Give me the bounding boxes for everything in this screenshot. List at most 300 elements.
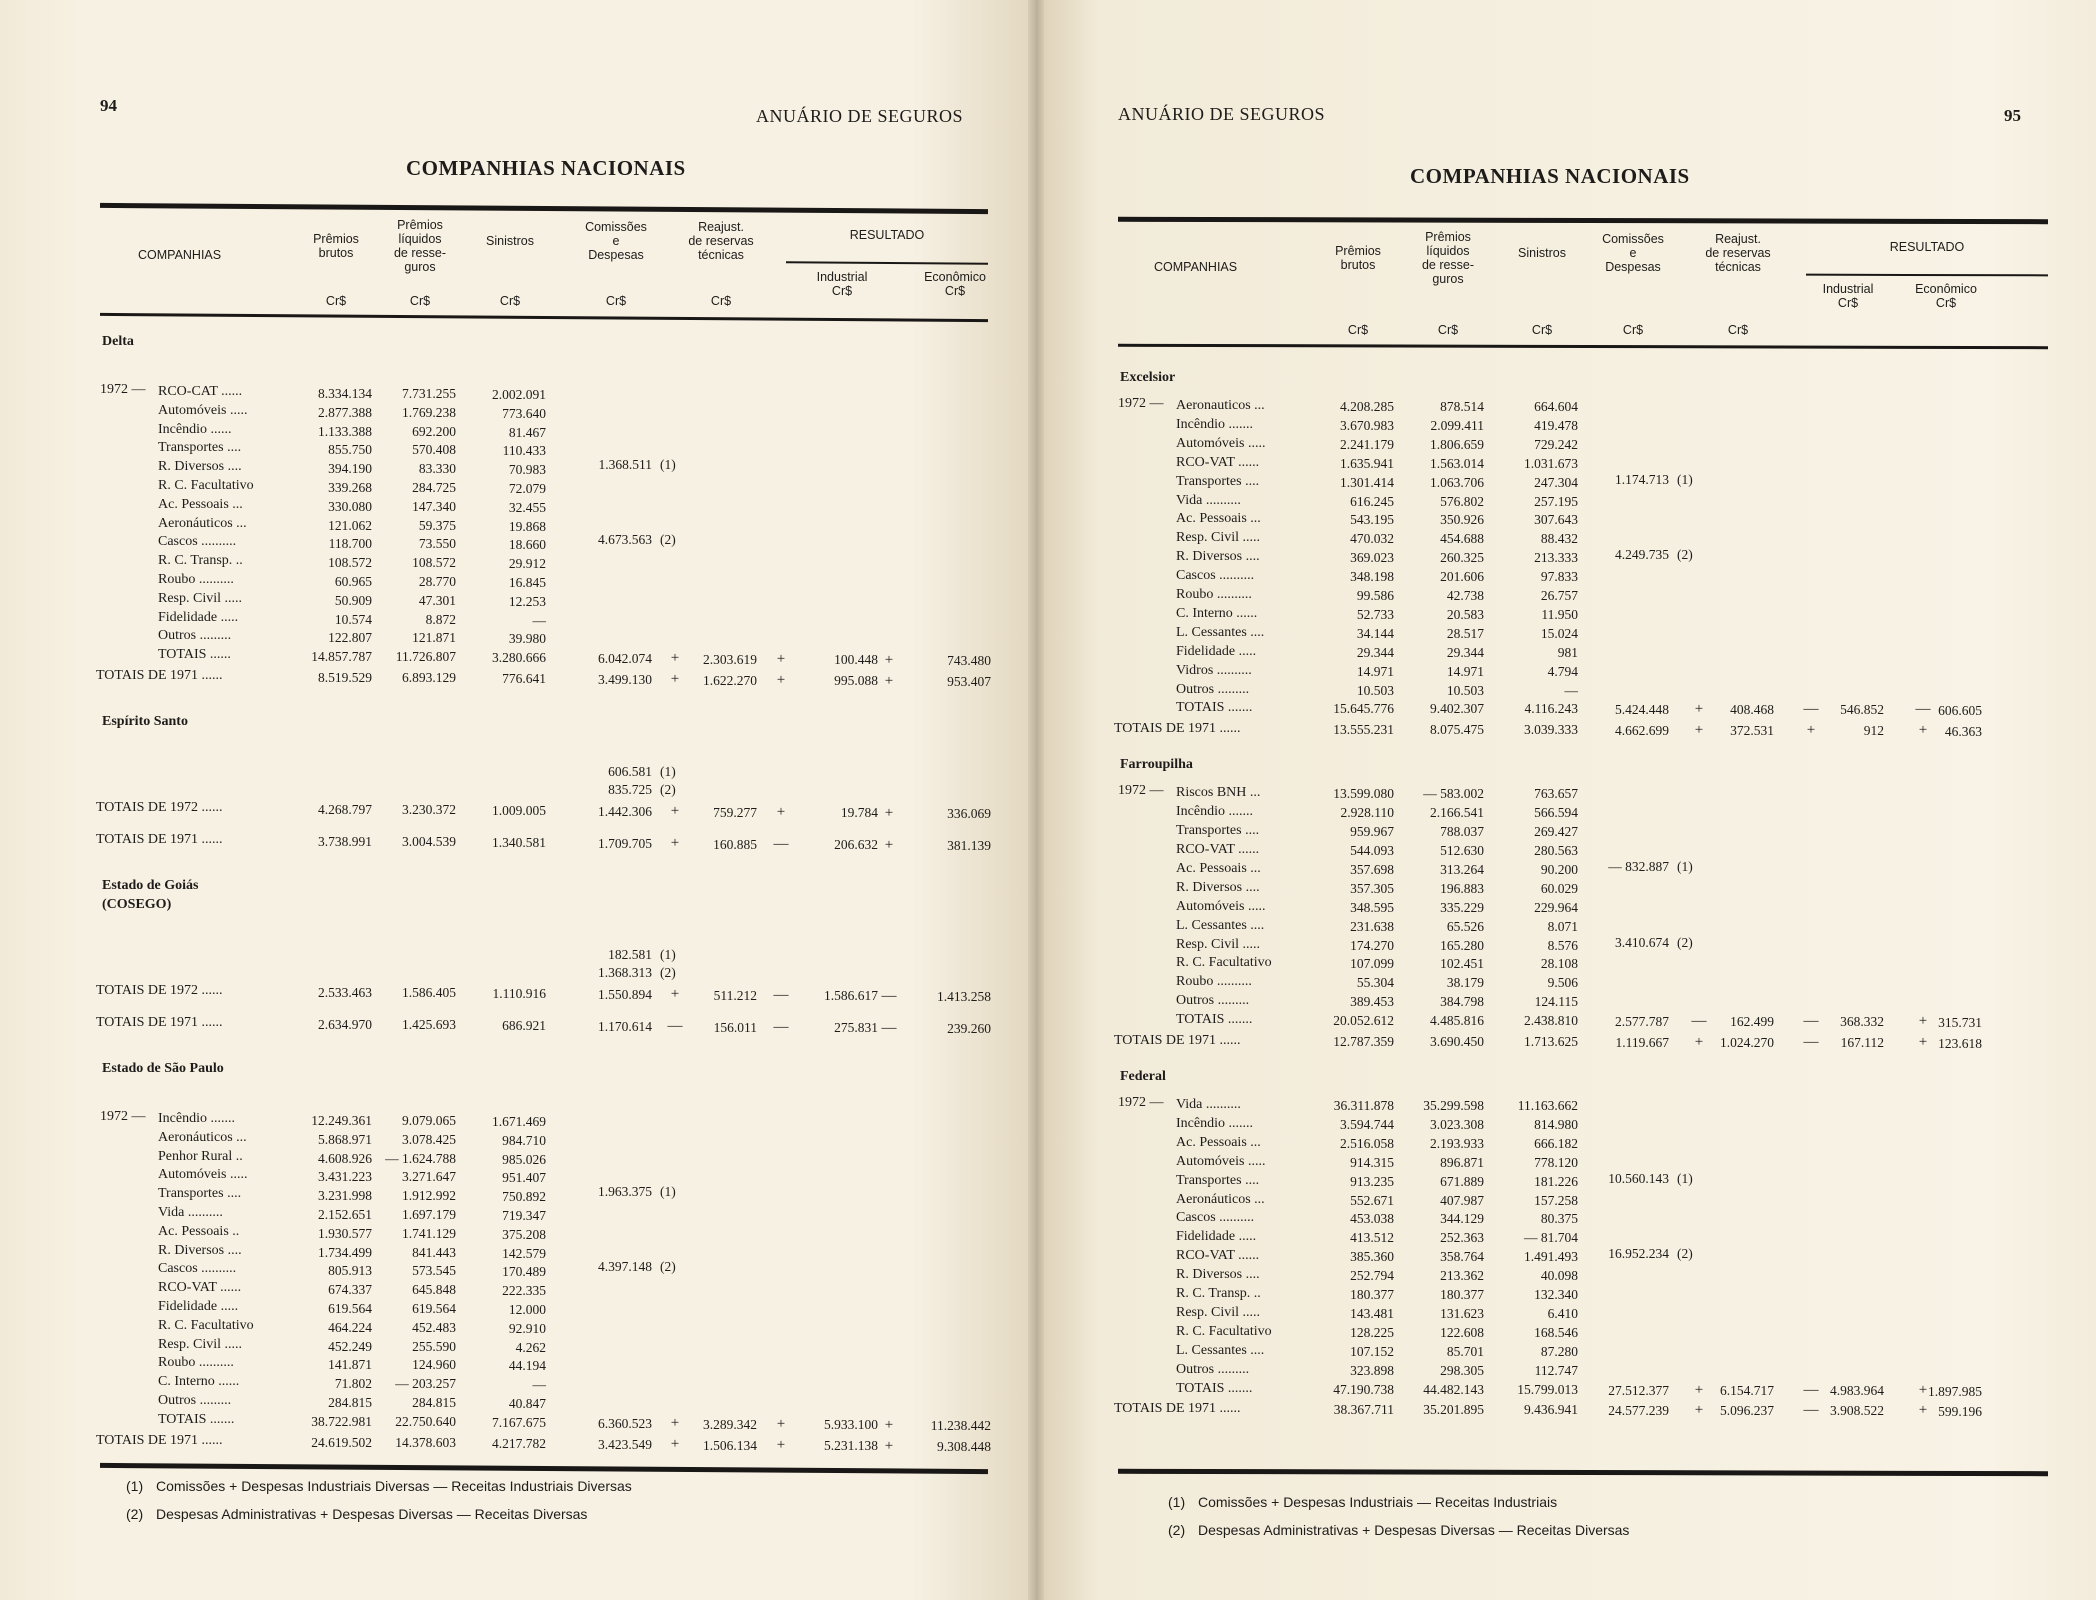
- cell-sign: +: [776, 651, 786, 668]
- cell-sinistros: 124.115: [1534, 994, 1578, 1010]
- cell-sign: +: [1694, 1402, 1704, 1419]
- cell-sign: +: [1694, 1034, 1704, 1050]
- note-value: 10.560.143: [1608, 1170, 1669, 1186]
- line-of-business: Transportes ....: [158, 1186, 242, 1202]
- cell-resultado-industrial: 1.586.617: [824, 988, 878, 1003]
- cell-premios-brutos: 36.311.878: [1333, 1098, 1394, 1113]
- cell-premios-liquidos: 14.971: [1446, 663, 1484, 679]
- cell-sign: —: [773, 987, 789, 1003]
- cell-sinistros: 70.983: [508, 462, 546, 478]
- cell-sign: —: [881, 988, 897, 1004]
- cell-resultado-economico: 11.238.442: [930, 1417, 991, 1433]
- page-number: 94: [100, 96, 117, 115]
- page-number: 95: [2004, 106, 2021, 125]
- cell-premios-brutos: 34.144: [1356, 625, 1394, 641]
- cell-premios-brutos: 453.038: [1350, 1211, 1394, 1227]
- cell-premios-brutos: 10.574: [334, 611, 372, 627]
- cell-sinistros: 213.333: [1534, 550, 1578, 566]
- cell-reajust: 3.289.342: [703, 1416, 757, 1432]
- totais-1971-label: TOTAIS DE 1971 ......: [1114, 1401, 1241, 1417]
- cell-resultado-economico: 743.480: [947, 653, 991, 669]
- cell-resultado-industrial: 368.332: [1840, 1014, 1884, 1030]
- cell-premios-brutos: 389.453: [1350, 994, 1394, 1010]
- resultado-rule: [1806, 274, 2048, 277]
- cell-premios-brutos: 357.698: [1350, 861, 1394, 877]
- line-of-business: Aeronáuticos ...: [1176, 1191, 1265, 1207]
- company-name-sub: (COSEGO): [102, 897, 172, 912]
- currency-industrial: Cr$: [1837, 296, 1859, 310]
- header-top-rule: [1118, 217, 2048, 224]
- cell-comissoes: 1.170.614: [598, 1019, 652, 1034]
- footnote-text: Comissões + Despesas Industriais — Receitas Industriais: [1198, 1494, 1558, 1510]
- cell-sinistros: 44.194: [508, 1358, 546, 1374]
- note-value: 1.368.313: [598, 965, 652, 980]
- cell-sinistros: 229.964: [1534, 899, 1578, 915]
- cell-premios-brutos: 2.152.651: [318, 1207, 372, 1222]
- cell-premios-brutos: 141.871: [328, 1357, 372, 1373]
- running-head: ANUÁRIO DE SEGUROS: [756, 106, 964, 126]
- cell-premios-brutos: 1.635.941: [1340, 455, 1394, 471]
- cell-sign: +: [884, 1437, 894, 1454]
- totais-label: TOTAIS .......: [1176, 1012, 1253, 1028]
- cell-premios-brutos: 464.224: [328, 1319, 372, 1335]
- note-value: 1.963.375: [598, 1184, 652, 1200]
- note-value: 1.368.511: [598, 457, 652, 473]
- line-of-business: Resp. Civil .....: [158, 1336, 243, 1352]
- column-header-premios-liquidos: Prêmios líquidos de resse- guros: [393, 218, 447, 274]
- cell-premios-liquidos: 4.485.816: [1430, 1013, 1484, 1029]
- line-of-business: C. Interno ......: [1176, 605, 1258, 621]
- footer-rule: [100, 1463, 988, 1474]
- cell-sinistros: 664.604: [1534, 399, 1578, 414]
- cell-sinistros: 257.195: [1534, 493, 1578, 509]
- cell-comissoes: 5.424.448: [1615, 702, 1669, 718]
- cell-premios-liquidos: 284.815: [412, 1395, 456, 1410]
- note-value: 16.952.234: [1608, 1246, 1669, 1262]
- cell-sinistros: 776.641: [502, 671, 546, 686]
- cell-sign: +: [884, 837, 894, 853]
- cell-sinistros: 8.071: [1547, 918, 1578, 934]
- cell-sinistros: 181.226: [1534, 1173, 1578, 1189]
- header-bottom-rule: [1118, 344, 2048, 349]
- cell-sinistros: 60.029: [1540, 880, 1578, 896]
- column-header-companhias: COMPANHIAS: [138, 248, 222, 262]
- section-title: COMPANHIAS NACIONAIS: [406, 156, 686, 180]
- cell-sinistros: 763.657: [1534, 786, 1578, 802]
- cell-resultado-economico: 315.731: [1938, 1015, 1982, 1031]
- cell-premios-brutos: 3.231.998: [318, 1188, 372, 1204]
- line-of-business: RCO-CAT ......: [158, 384, 243, 399]
- year-label: 1972 —: [100, 382, 146, 397]
- cell-sinistros: —: [532, 1377, 546, 1393]
- cell-sinistros: 112.747: [1534, 1362, 1578, 1378]
- cell-sinistros: 750.892: [502, 1189, 546, 1205]
- cell-sinistros: 97.833: [1540, 569, 1578, 585]
- line-of-business: R. Diversos ....: [1176, 879, 1260, 895]
- cell-sinistros: 7.167.675: [492, 1414, 546, 1430]
- note-ref: (2): [1677, 547, 1693, 563]
- totais-1971-label: TOTAIS DE 1971 ......: [1114, 1033, 1241, 1048]
- cell-premios-liquidos: 344.129: [1440, 1211, 1484, 1227]
- cell-premios-brutos: 348.595: [1350, 899, 1394, 915]
- cell-premios-liquidos: 47.301: [418, 592, 456, 608]
- cell-premios-liquidos: 108.572: [412, 555, 456, 571]
- note-value: — 832.887: [1608, 858, 1669, 874]
- cell-sinistros: 12.000: [508, 1302, 546, 1317]
- cell-sign: —: [1915, 701, 1931, 718]
- cell-sinistros: 729.242: [1534, 436, 1578, 452]
- cell-sinistros: 40.847: [508, 1396, 546, 1411]
- cell-premios-brutos: 121.062: [328, 517, 372, 533]
- cell-premios-brutos: 4.208.285: [1340, 399, 1394, 414]
- cell-resultado-industrial: 167.112: [1840, 1035, 1884, 1050]
- line-of-business: L. Cessantes ....: [1176, 624, 1265, 640]
- cell-comissoes: 27.512.377: [1608, 1382, 1669, 1398]
- cell-premios-brutos: 108.572: [328, 555, 372, 571]
- cell-sinistros: 80.375: [1540, 1211, 1578, 1227]
- line-of-business: Riscos BNH ...: [1176, 785, 1261, 801]
- cell-resultado-industrial: 912: [1863, 723, 1884, 739]
- cell-resultado-industrial: 19.784: [840, 805, 878, 820]
- cell-sign: —: [1803, 701, 1819, 718]
- line-of-business: Outros .........: [158, 1393, 232, 1408]
- book-gutter: [1028, 0, 1044, 1600]
- cell-premios-liquidos: 788.037: [1440, 824, 1484, 840]
- currency-premios-brutos: Cr$: [1347, 323, 1369, 337]
- footnote-text: Comissões + Despesas Industriais Diversas — Receitas Industriais Diversas: [156, 1478, 632, 1494]
- cell-sinistros: 773.640: [502, 405, 546, 421]
- cell-premios-brutos: 470.032: [1350, 531, 1394, 547]
- cell-premios-brutos: 1.301.414: [1340, 474, 1394, 490]
- cell-sign: +: [776, 672, 786, 688]
- cell-premios-brutos: 339.268: [328, 480, 372, 495]
- cell-sinistros: 157.258: [1534, 1192, 1578, 1208]
- cell-premios-liquidos: 260.325: [1440, 550, 1484, 566]
- cell-premios-brutos: 452.249: [328, 1338, 372, 1354]
- cell-sinistros: 92.910: [508, 1320, 546, 1336]
- cell-premios-brutos: 1.133.388: [318, 423, 372, 439]
- cell-premios-brutos: 8.334.134: [318, 386, 372, 401]
- note-ref: (2): [1677, 1246, 1693, 1262]
- currency-sinistros: Cr$: [499, 294, 521, 308]
- line-of-business: Outros .........: [1176, 1361, 1250, 1377]
- cell-premios-brutos: 118.700: [328, 536, 372, 552]
- cell-sinistros: 3.280.666: [492, 650, 546, 666]
- cell-sinistros: —: [532, 612, 546, 628]
- currency-premios-brutos: Cr$: [325, 294, 347, 308]
- cell-sinistros: 1.671.469: [492, 1114, 546, 1129]
- line-of-business: RCO-VAT ......: [1176, 1248, 1260, 1264]
- line-of-business: R. C. Facultativo: [1176, 1323, 1272, 1339]
- footnote-text: Despesas Administrativas + Despesas Diversas — Receitas Diversas: [156, 1506, 588, 1522]
- line-of-business: Ac. Pessoais ...: [1176, 511, 1261, 527]
- cell-sinistros: 26.757: [1540, 588, 1578, 603]
- cell-sinistros: 4.794: [1547, 663, 1578, 679]
- company-name: Espírito Santo: [102, 714, 188, 729]
- cell-sinistros: 88.432: [1540, 531, 1578, 547]
- cell-reajust: 156.011: [713, 1020, 757, 1035]
- cell-sign: +: [670, 671, 680, 687]
- note-ref: (2): [660, 782, 676, 797]
- note-ref: (2): [660, 532, 676, 548]
- cell-resultado-economico: 336.069: [947, 806, 991, 821]
- cell-sign: +: [1806, 722, 1816, 739]
- cell-premios-liquidos: 20.583: [1446, 606, 1484, 622]
- line-of-business: Cascos ..........: [1176, 1210, 1255, 1226]
- cell-premios-brutos: 128.225: [1350, 1324, 1394, 1340]
- cell-sign: +: [1694, 701, 1704, 718]
- footnote-ref: (2): [126, 1506, 144, 1522]
- line-of-business: Resp. Civil .....: [1176, 530, 1261, 546]
- cell-comissoes: 24.577.239: [1608, 1403, 1669, 1419]
- cell-sinistros: 142.579: [502, 1245, 546, 1261]
- column-header-premios-brutos: Prêmios brutos: [313, 232, 359, 260]
- cell-comissoes: 4.662.699: [1615, 723, 1669, 739]
- cell-premios-brutos: 14.971: [1356, 663, 1394, 679]
- cell-sign: +: [670, 835, 680, 851]
- cell-premios-liquidos: 298.305: [1440, 1362, 1484, 1378]
- totais-1971-label: TOTAIS DE 1971 ......: [96, 832, 223, 847]
- line-of-business: Cascos ..........: [158, 534, 237, 550]
- cell-sign: +: [884, 1416, 894, 1433]
- line-of-business: Vidros ..........: [1176, 662, 1252, 678]
- line-of-business: Automóveis .....: [158, 402, 248, 418]
- cell-sinistros: 28.108: [1540, 956, 1578, 972]
- year-label: 1972 —: [1118, 396, 1164, 411]
- note-ref: (1): [660, 947, 676, 962]
- cell-premios-liquidos: 645.848: [412, 1282, 456, 1298]
- cell-premios-liquidos: 3.004.539: [402, 834, 456, 849]
- currency-premios-liquidos: Cr$: [409, 294, 431, 308]
- running-head: ANUÁRIO DE SEGUROS: [1118, 104, 1326, 124]
- cell-premios-liquidos: 2.166.541: [1430, 805, 1484, 821]
- cell-comissoes: 6.042.074: [598, 651, 652, 667]
- cell-sign: —: [1803, 1013, 1819, 1030]
- cell-sinistros: 984.710: [502, 1132, 546, 1148]
- line-of-business: Ac. Pessoais ...: [1176, 1134, 1261, 1150]
- cell-sinistros: 1.009.005: [492, 803, 546, 818]
- line-of-business: Vida ..........: [1176, 492, 1241, 508]
- cell-premios-liquidos: 619.564: [412, 1301, 456, 1316]
- cell-premios-brutos: 543.195: [1350, 512, 1394, 528]
- cell-resultado-industrial: 3.908.522: [1830, 1403, 1884, 1419]
- cell-premios-brutos: 38.367.711: [1333, 1402, 1394, 1418]
- currency-reajust: Cr$: [1727, 323, 1749, 337]
- cell-premios-brutos: 4.608.926: [318, 1150, 372, 1166]
- cell-sinistros: 87.280: [1540, 1343, 1578, 1359]
- cell-premios-brutos: 284.815: [328, 1395, 372, 1410]
- cell-sign: —: [1803, 1034, 1819, 1050]
- cell-premios-liquidos: 165.280: [1440, 937, 1484, 953]
- line-of-business: Penhor Rural ..: [158, 1148, 243, 1164]
- cell-premios-liquidos: — 1.624.788: [385, 1150, 456, 1166]
- cell-premios-liquidos: 11.726.807: [395, 649, 456, 665]
- cell-sinistros: 39.980: [508, 631, 546, 647]
- cell-premios-liquidos: 384.798: [1440, 994, 1484, 1010]
- cell-sinistros: 40.098: [1540, 1268, 1578, 1284]
- cell-sinistros: 247.304: [1534, 474, 1578, 490]
- cell-sign: +: [884, 673, 894, 689]
- company-name: Excelsior: [1120, 370, 1176, 385]
- cell-premios-brutos: 855.750: [328, 442, 372, 458]
- cell-premios-liquidos: 671.889: [1440, 1173, 1484, 1189]
- cell-premios-brutos: 71.802: [334, 1376, 372, 1392]
- cell-premios-brutos: 357.305: [1350, 880, 1394, 896]
- line-of-business: L. Cessantes ....: [1176, 1342, 1265, 1358]
- line-of-business: Fidelidade .....: [1176, 1229, 1257, 1245]
- line-of-business: Roubo ..........: [158, 572, 234, 587]
- cell-premios-liquidos: 3.023.308: [1430, 1116, 1484, 1132]
- cell-premios-liquidos: 124.960: [412, 1357, 456, 1373]
- cell-premios-brutos: 913.235: [1350, 1173, 1394, 1189]
- header-top-rule: [100, 203, 988, 214]
- cell-sinistros: 29.912: [508, 556, 546, 572]
- cell-premios-liquidos: 22.750.640: [395, 1413, 456, 1429]
- cell-resultado-industrial: 100.448: [834, 652, 878, 668]
- cell-premios-liquidos: 1.563.014: [1430, 455, 1484, 471]
- line-of-business: Incêndio .......: [158, 1111, 235, 1126]
- cell-sinistros: 9.436.941: [1524, 1402, 1578, 1418]
- cell-resultado-economico: 9.308.448: [937, 1438, 991, 1454]
- cell-premios-brutos: 13.599.080: [1333, 786, 1394, 802]
- cell-reajust: 160.885: [713, 837, 757, 852]
- line-of-business: R. C. Facultativo: [158, 1317, 254, 1333]
- cell-comissoes: 1.709.705: [598, 836, 652, 851]
- cell-reajust: 511.212: [713, 988, 757, 1003]
- cell-premios-brutos: 1.734.499: [318, 1244, 372, 1260]
- cell-premios-liquidos: 10.503: [1446, 682, 1484, 698]
- cell-premios-liquidos: 131.623: [1440, 1305, 1484, 1321]
- cell-sinistros: 8.576: [1547, 937, 1578, 953]
- totais-1971-label: TOTAIS DE 1971 ......: [1114, 721, 1241, 737]
- cell-sinistros: 222.335: [502, 1283, 546, 1299]
- cell-premios-liquidos: 3.690.450: [1430, 1034, 1484, 1049]
- note-value: 3.410.674: [1615, 934, 1669, 950]
- cell-premios-liquidos: 35.201.895: [1423, 1402, 1484, 1418]
- column-header-sinistros: Sinistros: [1518, 246, 1566, 260]
- cell-premios-liquidos: 180.377: [1440, 1287, 1484, 1302]
- cell-sinistros: 1.031.673: [1524, 455, 1578, 471]
- totais-label: TOTAIS .......: [1176, 1380, 1253, 1396]
- section-title: COMPANHIAS NACIONAIS: [1410, 164, 1690, 188]
- cell-sinistros: 269.427: [1534, 824, 1578, 840]
- column-header-reajust: Reajust. de reservas técnicas: [1705, 232, 1771, 274]
- note-ref: (1): [660, 457, 676, 473]
- cell-resultado-economico: 1.897.985: [1928, 1383, 1982, 1399]
- note-value: 4.673.563: [598, 532, 652, 548]
- cell-premios-brutos: 12.249.361: [311, 1113, 372, 1128]
- cell-premios-brutos: 13.555.231: [1333, 722, 1394, 738]
- line-of-business: Resp. Civil .....: [158, 590, 243, 606]
- cell-sinistros: 814.980: [1534, 1116, 1578, 1132]
- column-header-industrial: Industrial: [1822, 282, 1874, 296]
- year-label: 1972 —: [1118, 1095, 1164, 1110]
- line-of-business: Vida ..........: [158, 1205, 223, 1220]
- column-header-companhias: COMPANHIAS: [1154, 260, 1238, 274]
- cell-comissoes: 6.360.523: [598, 1415, 652, 1431]
- cell-resultado-industrial: 4.983.964: [1830, 1382, 1884, 1398]
- line-of-business: Outros .........: [158, 628, 232, 644]
- cell-premios-brutos: 231.638: [1350, 918, 1394, 934]
- line-of-business: Incêndio .......: [1176, 1115, 1253, 1131]
- currency-economico: Cr$: [944, 284, 966, 298]
- column-header-resultado: RESULTADO: [849, 228, 925, 242]
- line-of-business: Cascos ..........: [158, 1261, 237, 1277]
- cell-premios-brutos: 3.670.983: [1340, 417, 1394, 433]
- cell-premios-liquidos: 3.271.647: [402, 1169, 456, 1185]
- cell-premios-liquidos: 65.526: [1446, 918, 1484, 934]
- cell-premios-liquidos: 335.229: [1440, 899, 1484, 915]
- note-ref: (1): [1677, 1170, 1693, 1186]
- cell-sinistros: 4.262: [515, 1339, 546, 1355]
- cell-sign: +: [1918, 1402, 1928, 1419]
- note-ref: (1): [1677, 858, 1693, 874]
- note-value: 4.397.148: [598, 1259, 652, 1275]
- cell-premios-liquidos: 196.883: [1440, 880, 1484, 896]
- cell-premios-brutos: 50.909: [334, 592, 372, 608]
- cell-sinistros: 2.438.810: [1524, 1013, 1578, 1029]
- cell-premios-liquidos: 201.606: [1440, 569, 1484, 585]
- line-of-business: Resp. Civil .....: [1176, 936, 1261, 952]
- currency-premios-liquidos: Cr$: [1437, 323, 1459, 337]
- column-header-industrial: Industrial: [816, 270, 868, 284]
- cell-premios-liquidos: 284.725: [412, 480, 456, 495]
- cell-sinistros: 3.039.333: [1524, 722, 1578, 738]
- cell-premios-brutos: 24.619.502: [311, 1434, 372, 1450]
- line-of-business: Outros .........: [1176, 993, 1250, 1009]
- cell-sign: +: [884, 652, 894, 669]
- cell-premios-liquidos: 1.697.179: [402, 1207, 456, 1222]
- line-of-business: RCO-VAT ......: [1176, 454, 1260, 470]
- cell-sinistros: 985.026: [502, 1151, 546, 1167]
- cell-premios-brutos: 619.564: [328, 1301, 372, 1316]
- currency-comissoes: Cr$: [605, 294, 627, 308]
- note-value: 606.581: [608, 764, 652, 779]
- cell-premios-liquidos: 1.425.693: [402, 1017, 456, 1032]
- cell-premios-brutos: 323.898: [1350, 1362, 1394, 1378]
- company-name: Estado de São Paulo: [102, 1061, 224, 1076]
- cell-resultado-industrial: 546.852: [1840, 702, 1884, 718]
- cell-premios-liquidos: 213.362: [1440, 1268, 1484, 1284]
- line-of-business: Cascos ..........: [1176, 568, 1255, 584]
- cell-premios-liquidos: 59.375: [418, 517, 456, 533]
- cell-comissoes: 1.442.306: [598, 804, 652, 819]
- cell-premios-liquidos: 2.193.933: [1430, 1135, 1484, 1151]
- cell-sinistros: 951.407: [502, 1170, 546, 1186]
- line-of-business: Automóveis .....: [158, 1167, 248, 1183]
- note-ref: (1): [1677, 471, 1693, 487]
- cell-premios-liquidos: 878.514: [1440, 399, 1484, 414]
- cell-resultado-economico: 46.363: [1944, 724, 1982, 740]
- cell-reajust: 1.024.270: [1720, 1035, 1774, 1050]
- currency-sinistros: Cr$: [1531, 323, 1553, 337]
- cell-premios-brutos: 369.023: [1350, 550, 1394, 566]
- cell-sinistros: 18.660: [508, 537, 546, 553]
- line-of-business: Ac. Pessoais ..: [158, 1223, 240, 1239]
- column-header-comissoes: Comissões e Despesas: [585, 220, 647, 262]
- cell-premios-brutos: 8.519.529: [318, 670, 372, 685]
- cell-sinistros: 11.163.662: [1517, 1098, 1578, 1113]
- cell-premios-brutos: 38.722.981: [311, 1413, 372, 1429]
- cell-premios-liquidos: 1.063.706: [1430, 474, 1484, 490]
- cell-sinistros: 4.217.782: [492, 1435, 546, 1451]
- cell-premios-brutos: 20.052.612: [1333, 1013, 1394, 1029]
- cell-premios-liquidos: 147.340: [412, 498, 456, 514]
- currency-economico: Cr$: [1935, 296, 1957, 310]
- cell-premios-liquidos: 102.451: [1440, 956, 1484, 972]
- totais-1972-label: TOTAIS DE 1972 ......: [96, 983, 223, 998]
- cell-premios-brutos: 385.360: [1350, 1249, 1394, 1265]
